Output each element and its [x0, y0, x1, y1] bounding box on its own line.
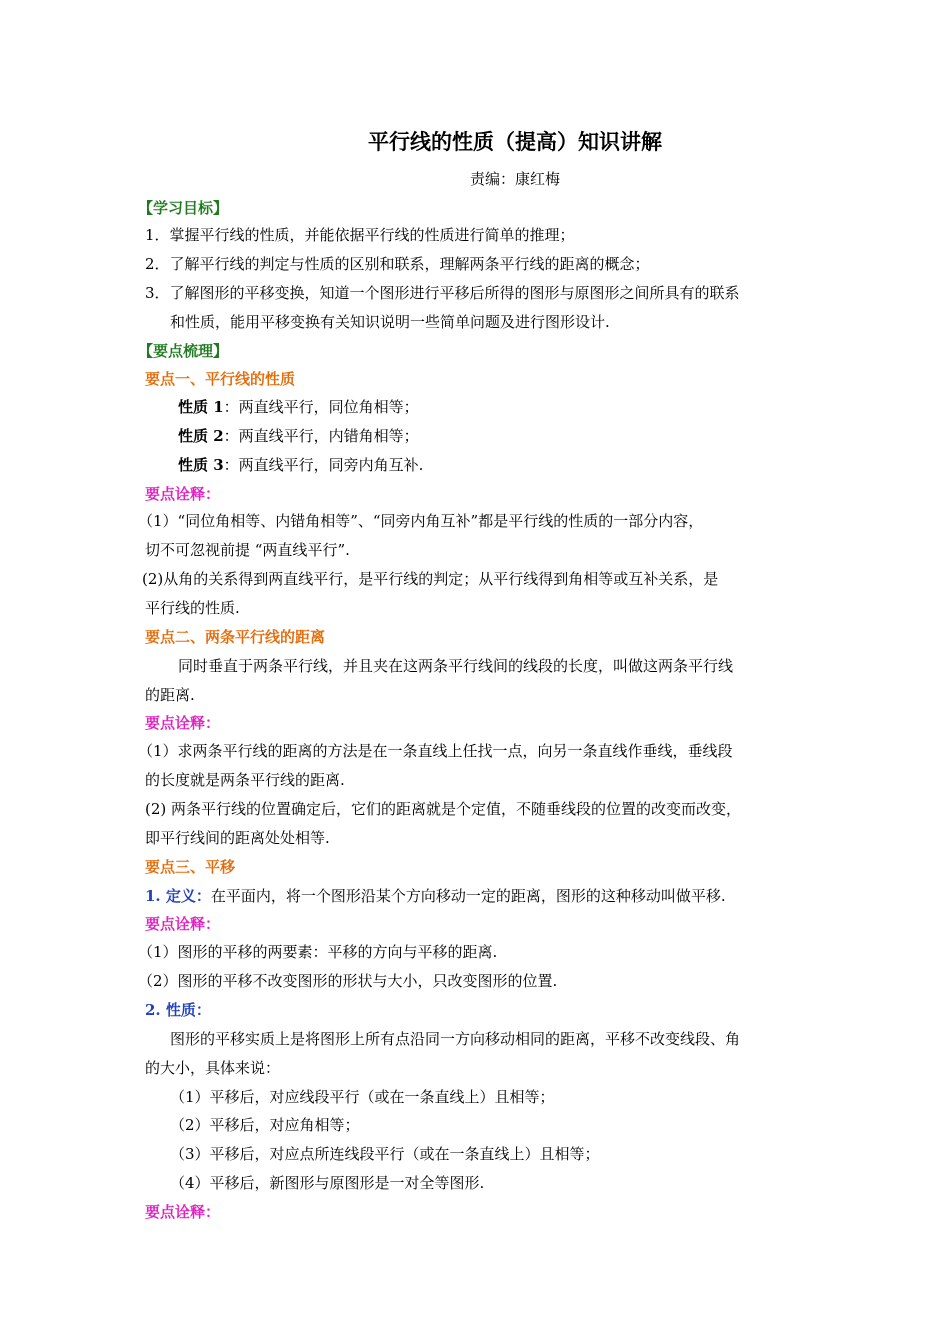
definition-label: 1. 定义：	[145, 887, 211, 905]
list-item: （4）平移后，新图形与原图形是一对全等图形.	[170, 1174, 485, 1192]
property-text: ：两直线平行，同旁内角互补.	[223, 456, 424, 474]
definition-text: 在平面内，将一个图形沿某个方向移动一定的距离，图形的这种移动叫做平移.	[210, 887, 726, 905]
note-line: （1）“同位角相等、内错角相等”、“同旁内角互补”都是平行线的性质的一部分内容，	[138, 512, 704, 530]
summary-heading: 【要点梳理】	[138, 342, 229, 360]
definition-line	[145, 886, 726, 906]
property-text: ：两直线平行，同位角相等；	[223, 398, 419, 416]
point2-heading: 要点二、两条平行线的距离	[145, 628, 326, 646]
list-item: （2）平移后，对应角相等；	[170, 1116, 360, 1134]
note-line: 平行线的性质.	[145, 599, 240, 617]
objective-item: 3．了解图形的平移变换，知道一个图形进行平移后所得的图形与原图形之间所具有的联系	[145, 284, 740, 302]
point3-heading: 要点三、平移	[145, 858, 236, 876]
note-heading: 要点诠释：	[145, 1203, 221, 1221]
note-heading: 要点诠释：	[145, 915, 221, 933]
objectives-heading: 【学习目标】	[138, 199, 229, 217]
point1-heading: 要点一、平行线的性质	[145, 370, 296, 388]
property-label: 性质 1	[178, 398, 224, 416]
note-line: 切不可忽视前提 “两直线平行”.	[145, 541, 350, 559]
list-item: （1）平移后，对应线段平行（或在一条直线上）且相等；	[170, 1088, 555, 1106]
objective-item: 2．了解平行线的判定与性质的区别和联系，理解两条平行线的距离的概念；	[145, 255, 650, 273]
objective-item-continued: 和性质，能用平移变换有关知识说明一些简单问题及进行图形设计.	[170, 313, 610, 331]
note-line: (2) 两条平行线的位置确定后，它们的距离就是个定值，不随垂线段的位置的改变而改变，	[145, 800, 742, 818]
property-line	[178, 397, 419, 417]
note-heading: 要点诠释：	[145, 485, 221, 503]
note-heading: 要点诠释：	[145, 714, 221, 732]
body-line: 的距离.	[145, 686, 195, 704]
body-line: 图形的平移实质上是将图形上所有点沿同一方向移动相同的距离，平移不改变线段、角	[170, 1030, 741, 1048]
property-line	[178, 455, 423, 475]
property-label: 性质 3	[178, 456, 224, 474]
page-title: 平行线的性质（提高）知识讲解	[368, 129, 662, 154]
author-line: 责编：康红梅	[469, 170, 560, 188]
note-line: 即平行线间的距离处处相等.	[145, 829, 330, 847]
property-text: ：两直线平行，内错角相等；	[223, 427, 419, 445]
note-line: 的长度就是两条平行线的距离.	[145, 771, 345, 789]
note-line: （2）图形的平移不改变图形的形状与大小，只改变图形的位置.	[138, 972, 558, 990]
property-line	[178, 426, 419, 446]
body-line: 的大小，具体来说：	[145, 1059, 281, 1077]
property-label: 性质 2	[178, 427, 224, 445]
note-line: （1）图形的平移的两要素：平移的方向与平移的距离.	[138, 943, 498, 961]
list-item: （3）平移后，对应点所连线段平行（或在一条直线上）且相等；	[170, 1145, 600, 1163]
property-heading: 2. 性质：	[145, 1001, 211, 1019]
body-line: 同时垂直于两条平行线，并且夹在这两条平行线间的线段的长度，叫做这两条平行线	[178, 657, 734, 675]
note-line: （1）求两条平行线的距离的方法是在一条直线上任找一点，向另一条直线作垂线，垂线段	[138, 742, 733, 760]
note-line: (2)从角的关系得到两直线平行，是平行线的判定；从平行线得到角相等或互补关系，是	[142, 570, 719, 588]
objective-item: 1．掌握平行线的性质，并能依据平行线的性质进行简单的推理；	[145, 226, 575, 244]
